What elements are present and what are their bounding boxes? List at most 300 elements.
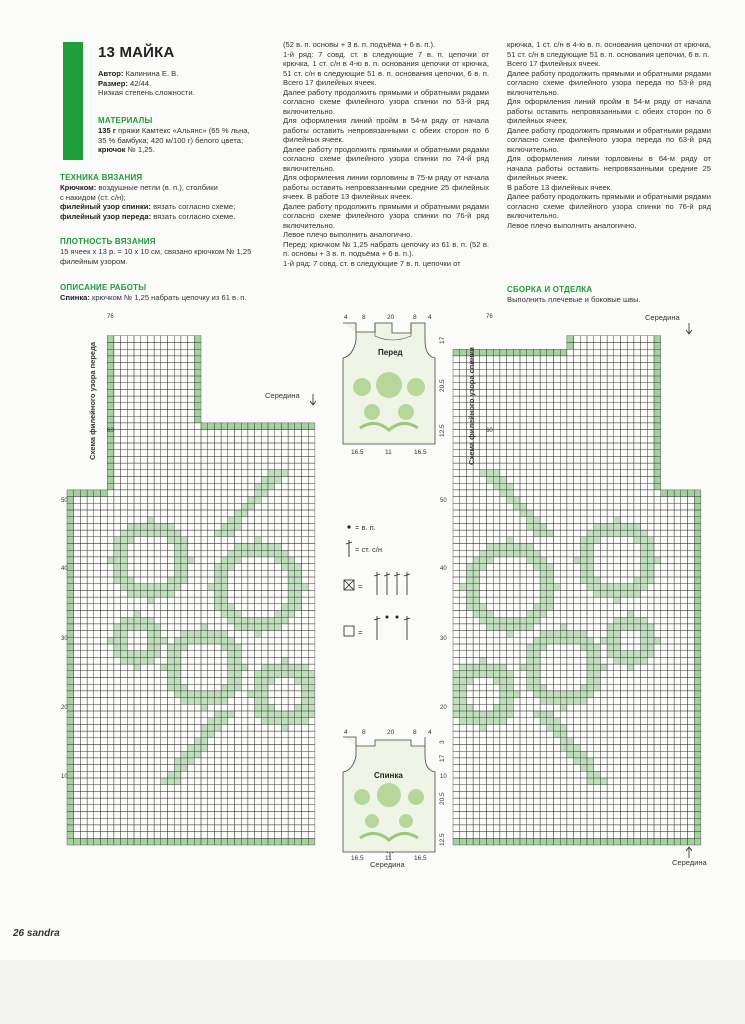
grid-cell [241, 657, 248, 664]
grid-cell [661, 684, 668, 691]
grid-cell [308, 463, 315, 470]
grid-cell [194, 838, 201, 845]
grid-cell [600, 664, 607, 671]
grid-cell [627, 523, 634, 530]
grid-cell [533, 490, 540, 497]
grid-cell [161, 745, 168, 752]
grid-cell [275, 745, 282, 752]
grid-cell [302, 791, 309, 798]
grid-cell [275, 765, 282, 772]
grid-cell [614, 798, 621, 805]
grid-cell [221, 430, 228, 437]
grid-cell [261, 631, 268, 638]
grid-cell [255, 644, 262, 651]
grid-cell [647, 745, 654, 752]
grid-cell [248, 812, 255, 819]
grid-cell [594, 503, 601, 510]
grid-cell [214, 611, 221, 618]
grid-cell [641, 483, 648, 490]
grid-cell [168, 343, 175, 350]
grid-cell [466, 570, 473, 577]
grid-cell [580, 483, 587, 490]
grid-cell [221, 751, 228, 758]
grid-cell [295, 463, 302, 470]
hook-label: крючок [98, 145, 126, 155]
grid-cell [248, 818, 255, 825]
grid-cell [74, 711, 81, 718]
grid-cell [80, 765, 87, 772]
grid-cell [614, 483, 621, 490]
grid-cell [654, 590, 661, 597]
grid-cell [107, 745, 114, 752]
grid-cell [228, 443, 235, 450]
grid-cell [295, 544, 302, 551]
grid-cell [74, 544, 81, 551]
grid-cell [574, 698, 581, 705]
grid-cell [94, 570, 101, 577]
grid-cell [288, 611, 295, 618]
grid-cell [181, 584, 188, 591]
grid-cell [101, 838, 108, 845]
grid-cell [493, 637, 500, 644]
grid-cell [580, 657, 587, 664]
grid-cell [681, 812, 688, 819]
grid-cell [295, 637, 302, 644]
grid-cell [308, 597, 315, 604]
grid-cell [493, 838, 500, 845]
grid-cell [114, 363, 121, 370]
grid-cell [308, 523, 315, 530]
grid-cell [540, 544, 547, 551]
grid-cell [228, 825, 235, 832]
grid-cell [275, 671, 282, 678]
grid-cell [154, 456, 161, 463]
grid-cell [74, 785, 81, 792]
grid-cell [513, 423, 520, 430]
grid-cell [154, 798, 161, 805]
grid-cell [241, 604, 248, 611]
grid-cell [480, 477, 487, 484]
grid-cell [141, 812, 148, 819]
grid-cell [634, 450, 641, 457]
grid-cell [141, 731, 148, 738]
grid-cell [147, 644, 154, 651]
grid-cell [607, 443, 614, 450]
grid-cell [480, 785, 487, 792]
grid-cell [520, 778, 527, 785]
grid-cell [228, 664, 235, 671]
grid-cell [574, 718, 581, 725]
grid-cell [453, 731, 460, 738]
grid-cell [560, 490, 567, 497]
grid-cell [221, 497, 228, 504]
grid-cell [101, 812, 108, 819]
grid-cell [607, 798, 614, 805]
grid-cell [614, 570, 621, 577]
grid-cell [275, 537, 282, 544]
grid-cell [554, 584, 561, 591]
grid-cell [560, 443, 567, 450]
grid-cell [493, 624, 500, 631]
grid-cell [168, 403, 175, 410]
grid-cell [574, 798, 581, 805]
grid-cell [275, 785, 282, 792]
grid-cell [127, 456, 134, 463]
grid-cell [567, 383, 574, 390]
grid-cell [600, 403, 607, 410]
grid-cell [600, 711, 607, 718]
grid-cell [194, 678, 201, 685]
grid-cell [188, 537, 195, 544]
grid-cell [208, 758, 215, 765]
grid-cell [281, 436, 288, 443]
grid-cell [607, 704, 614, 711]
grid-cell [554, 691, 561, 698]
grid-cell [268, 423, 275, 430]
grid-cell [587, 671, 594, 678]
grid-cell [208, 450, 215, 457]
grid-cell [288, 651, 295, 658]
grid-cell [688, 544, 695, 551]
grid-cell [214, 832, 221, 839]
grid-cell [275, 523, 282, 530]
grid-cell [507, 416, 514, 423]
grid-cell [654, 597, 661, 604]
grid-cell [674, 671, 681, 678]
grid-cell [674, 537, 681, 544]
grid-cell [527, 376, 534, 383]
grid-cell [567, 570, 574, 577]
grid-cell [241, 564, 248, 571]
grid-cell [667, 791, 674, 798]
grid-cell [507, 664, 514, 671]
grid-cell [600, 597, 607, 604]
grid-cell [634, 416, 641, 423]
grid-cell [127, 812, 134, 819]
grid-cell [574, 832, 581, 839]
grid-cell [241, 523, 248, 530]
grid-cell [154, 651, 161, 658]
grid-cell [188, 423, 195, 430]
grid-cell [533, 678, 540, 685]
grid-cell [228, 510, 235, 517]
grid-cell [174, 537, 181, 544]
grid-cell [567, 477, 574, 484]
grid-cell [493, 483, 500, 490]
grid-cell [688, 711, 695, 718]
grid-cell [547, 463, 554, 470]
grid-cell [466, 678, 473, 685]
grid-cell [147, 798, 154, 805]
grid-cell [681, 791, 688, 798]
grid-cell [134, 443, 141, 450]
grid-cell [681, 691, 688, 698]
grid-cell [308, 738, 315, 745]
grid-cell [674, 698, 681, 705]
grid-cell [694, 678, 701, 685]
grid-cell [161, 812, 168, 819]
grid-cell [688, 490, 695, 497]
grid-cell [520, 731, 527, 738]
grid-cell [688, 664, 695, 671]
grid-cell [235, 530, 242, 537]
grid-cell [281, 758, 288, 765]
grid-cell [141, 336, 148, 343]
grid-cell [574, 389, 581, 396]
grid-cell [268, 724, 275, 731]
grid-cell [188, 570, 195, 577]
grid-cell [453, 523, 460, 530]
grid-cell [181, 617, 188, 624]
grid-cell [288, 517, 295, 524]
grid-cell [574, 812, 581, 819]
grid-cell [228, 691, 235, 698]
grid-cell [261, 724, 268, 731]
grid-cell [221, 423, 228, 430]
grid-cell [221, 724, 228, 731]
grid-cell [121, 818, 128, 825]
grid-cell [134, 738, 141, 745]
grid-cell [627, 651, 634, 658]
grid-cell [634, 711, 641, 718]
grid-cell [288, 684, 295, 691]
grid-cell [507, 443, 514, 450]
grid-cell [634, 617, 641, 624]
grid-cell [134, 664, 141, 671]
grid-cell [174, 704, 181, 711]
grid-cell [121, 483, 128, 490]
grid-cell [147, 564, 154, 571]
grid-cell [500, 617, 507, 624]
grid-cell [460, 490, 467, 497]
grid-cell [694, 805, 701, 812]
grid-cell [174, 771, 181, 778]
grid-cell [540, 698, 547, 705]
grid-cell [547, 832, 554, 839]
grid-cell [480, 778, 487, 785]
grid-cell [674, 724, 681, 731]
grid-cell [507, 510, 514, 517]
grid-cell [493, 718, 500, 725]
grid-cell [248, 691, 255, 698]
grid-cell [513, 611, 520, 618]
grid-cell [141, 477, 148, 484]
grid-cell [580, 765, 587, 772]
grid-cell [634, 523, 641, 530]
grid-cell [228, 503, 235, 510]
grid-cell [487, 604, 494, 611]
grid-cell [480, 611, 487, 618]
grid-cell [493, 704, 500, 711]
grid-cell [261, 738, 268, 745]
grid-cell [661, 631, 668, 638]
grid-cell [255, 711, 262, 718]
grid-cell [533, 611, 540, 618]
grid-cell [181, 791, 188, 798]
grid-cell [241, 477, 248, 484]
grid-cell [228, 550, 235, 557]
grid-cell [560, 785, 567, 792]
grid-cell [275, 450, 282, 457]
grid-cell [513, 711, 520, 718]
grid-cell [281, 825, 288, 832]
grid-cell [214, 530, 221, 537]
grid-cell [667, 765, 674, 772]
grid-cell [487, 724, 494, 731]
grid-cell [288, 584, 295, 591]
grid-cell [101, 785, 108, 792]
grid-cell [500, 590, 507, 597]
grid-cell [194, 738, 201, 745]
grid-cell [241, 463, 248, 470]
grid-cell [121, 597, 128, 604]
grid-cell [235, 577, 242, 584]
grid-cell [201, 436, 208, 443]
grid-cell [500, 691, 507, 698]
grid-cell [74, 731, 81, 738]
grid-cell [547, 550, 554, 557]
grid-cell [594, 771, 601, 778]
grid-cell [661, 778, 668, 785]
grid-cell [600, 718, 607, 725]
grid-cell [540, 651, 547, 658]
grid-cell [688, 698, 695, 705]
grid-cell [241, 711, 248, 718]
grid-cell [154, 550, 161, 557]
grid-cell [580, 410, 587, 417]
grid-cell [533, 805, 540, 812]
grid-cell [634, 838, 641, 845]
grid-cell [241, 751, 248, 758]
grid-cell [533, 704, 540, 711]
grid-cell [574, 396, 581, 403]
grid-cell [295, 483, 302, 490]
grid-cell [507, 617, 514, 624]
grid-cell [607, 383, 614, 390]
grid-cell [527, 624, 534, 631]
grid-cell [168, 436, 175, 443]
grid-cell [453, 537, 460, 544]
grid-cell [208, 423, 215, 430]
grid-cell [107, 684, 114, 691]
grid-cell [188, 356, 195, 363]
grid-cell [181, 389, 188, 396]
grid-cell [567, 644, 574, 651]
grid-cell [560, 423, 567, 430]
grid-cell [80, 758, 87, 765]
grid-cell [654, 771, 661, 778]
grid-cell [67, 570, 74, 577]
grid-cell [161, 798, 168, 805]
grid-cell [594, 604, 601, 611]
grid-cell [560, 470, 567, 477]
grid-cell [228, 564, 235, 571]
grid-cell [161, 403, 168, 410]
grid-cell [255, 664, 262, 671]
grid-cell [94, 497, 101, 504]
grid-cell [241, 557, 248, 564]
grid-cell [308, 537, 315, 544]
grid-cell [295, 812, 302, 819]
grid-cell [493, 389, 500, 396]
grid-cell [214, 430, 221, 437]
grid-cell [194, 570, 201, 577]
grid-cell [487, 617, 494, 624]
grid-cell [248, 537, 255, 544]
grid-cell [67, 678, 74, 685]
grid-cell [288, 617, 295, 624]
grid-cell [621, 530, 628, 537]
grid-cell [641, 604, 648, 611]
grid-cell [487, 738, 494, 745]
grid-cell [654, 758, 661, 765]
grid-cell [168, 336, 175, 343]
grid-cell [228, 517, 235, 524]
grid-cell [574, 410, 581, 417]
grid-cell [493, 604, 500, 611]
grid-cell [161, 731, 168, 738]
grid-cell [154, 403, 161, 410]
grid-cell [302, 698, 309, 705]
grid-cell [507, 590, 514, 597]
grid-cell [466, 798, 473, 805]
grid-cell [141, 544, 148, 551]
grid-cell [94, 798, 101, 805]
grid-cell [520, 443, 527, 450]
grid-cell [674, 510, 681, 517]
grid-cell [621, 544, 628, 551]
grid-cell [641, 430, 648, 437]
grid-cell [107, 812, 114, 819]
grid-cell [554, 825, 561, 832]
grid-cell [567, 517, 574, 524]
grid-cell [101, 724, 108, 731]
grid-cell [134, 832, 141, 839]
grid-cell [181, 490, 188, 497]
grid-cell [174, 523, 181, 530]
grid-cell [587, 410, 594, 417]
grid-cell [208, 503, 215, 510]
grid-cell [181, 751, 188, 758]
grid-cell [621, 771, 628, 778]
grid-cell [194, 637, 201, 644]
grid-cell [174, 590, 181, 597]
grid-cell [466, 785, 473, 792]
grid-cell [507, 611, 514, 618]
grid-cell [141, 376, 148, 383]
grid-cell [255, 698, 262, 705]
grid-cell [114, 369, 121, 376]
grid-cell [208, 671, 215, 678]
grid-cell [661, 832, 668, 839]
grid-cell [600, 389, 607, 396]
grid-cell [647, 477, 654, 484]
grid-cell [275, 818, 282, 825]
grid-cell [580, 678, 587, 685]
grid-cell [147, 423, 154, 430]
grid-cell [80, 805, 87, 812]
grid-cell [161, 470, 168, 477]
grid-cell [161, 704, 168, 711]
grid-cell [614, 564, 621, 571]
grid-cell [114, 785, 121, 792]
grid-cell [168, 570, 175, 577]
grid-cell [621, 805, 628, 812]
grid-cell [460, 818, 467, 825]
grid-cell [147, 410, 154, 417]
grid-cell [641, 617, 648, 624]
grid-cell [241, 497, 248, 504]
